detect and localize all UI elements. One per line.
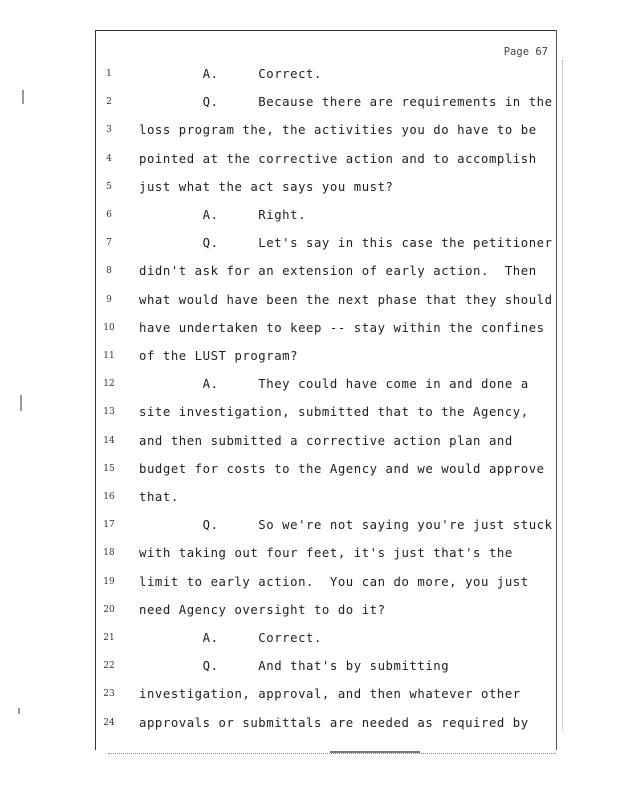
transcript-line: [96, 347, 558, 367]
line-text: with taking out four feet, it's just that's the: [139, 546, 513, 561]
transcript-line: [96, 544, 558, 564]
line-number: 13: [103, 407, 115, 418]
transcript-line: [96, 601, 558, 621]
transcript-line: [96, 206, 558, 226]
line-text: that.: [139, 490, 179, 504]
transcript-line: [96, 375, 558, 395]
transcript-line: [96, 657, 558, 677]
line-text: Q. So we're not saying you're just stuck: [139, 518, 553, 533]
line-text: A. Right.: [139, 208, 307, 222]
line-number: 2: [106, 97, 112, 108]
transcript-line: [96, 432, 558, 452]
transcript-line: [96, 714, 558, 734]
transcript-line: [96, 460, 558, 480]
transcript-line: [96, 291, 558, 311]
line-text: didn't ask for an extension of early action. Then: [139, 264, 537, 279]
line-text: approvals or submittals are needed as required by: [139, 715, 529, 730]
transcript-line: [96, 234, 558, 254]
line-text: need Agency oversight to do it?: [139, 602, 386, 617]
line-text: and then submitted a corrective action plan and: [139, 433, 513, 448]
scan-speck: [18, 708, 20, 714]
line-text: limit to early action. You can do more, you just: [139, 574, 529, 589]
line-text: investigation, approval, and then whatever other: [139, 687, 521, 702]
transcript-line: [96, 516, 558, 536]
line-number: 21: [103, 633, 115, 643]
line-number: 24: [103, 717, 115, 728]
line-number: 12: [103, 379, 115, 390]
line-text: budget for costs to the Agency and we would approve: [139, 461, 545, 476]
line-number: 18: [103, 548, 115, 559]
line-number: 15: [103, 463, 115, 474]
transcript-line: [96, 685, 558, 705]
line-number: 20: [103, 604, 115, 615]
scan-speck: [20, 395, 22, 411]
page-number: Page 67: [503, 46, 548, 58]
transcript-line: [96, 629, 558, 649]
line-number: 10: [103, 322, 115, 333]
line-text: Q. Let's say in this case the petitioner: [139, 236, 553, 251]
line-number: 14: [103, 435, 115, 446]
transcript-line: [96, 488, 558, 508]
transcript-line: [96, 150, 558, 170]
line-number: 3: [106, 125, 112, 136]
line-number: 4: [106, 153, 112, 164]
transcript-line: [96, 93, 558, 113]
transcript-line: [96, 262, 558, 282]
line-number: 16: [103, 492, 115, 502]
transcript-line: [96, 319, 558, 339]
line-text: Q. Because there are requirements in the: [139, 95, 553, 110]
footer-rule: [108, 753, 556, 754]
scan-edge-mark: [562, 60, 564, 730]
line-number: 5: [106, 181, 112, 192]
transcript-line: [96, 121, 558, 141]
line-number: 23: [103, 689, 115, 700]
transcript-line: [96, 573, 558, 593]
line-text: A. They could have come in and done a: [139, 377, 529, 392]
line-text: site investigation, submitted that to the Agency,: [139, 405, 529, 420]
line-text: A. Correct.: [139, 631, 322, 645]
line-number: 17: [103, 520, 115, 531]
line-text: pointed at the corrective action and to accomplish: [139, 151, 537, 166]
line-number: 11: [103, 351, 115, 361]
line-number: 8: [106, 266, 112, 277]
line-number: 1: [106, 69, 112, 79]
line-text: of the LUST program?: [139, 349, 299, 363]
line-number: 9: [106, 294, 112, 305]
line-text: A. Correct.: [139, 67, 322, 81]
transcript-page: [95, 30, 557, 750]
line-number: 19: [103, 576, 115, 587]
line-text: what would have been the next phase that they should: [139, 292, 553, 307]
line-text: have undertaken to keep -- stay within the confines: [139, 320, 545, 335]
transcript-line: [96, 403, 558, 423]
line-text: loss program the, the activities you do have to be: [139, 123, 537, 138]
line-text: just what the act says you must?: [139, 179, 394, 194]
footer-mark: [330, 751, 420, 753]
transcript-line: [96, 65, 558, 85]
line-number: 7: [106, 238, 112, 249]
line-number: 6: [106, 210, 112, 220]
line-number: 22: [103, 661, 115, 672]
transcript-line: [96, 178, 558, 198]
scan-speck: [22, 90, 24, 104]
line-text: Q. And that's by submitting: [139, 659, 450, 674]
